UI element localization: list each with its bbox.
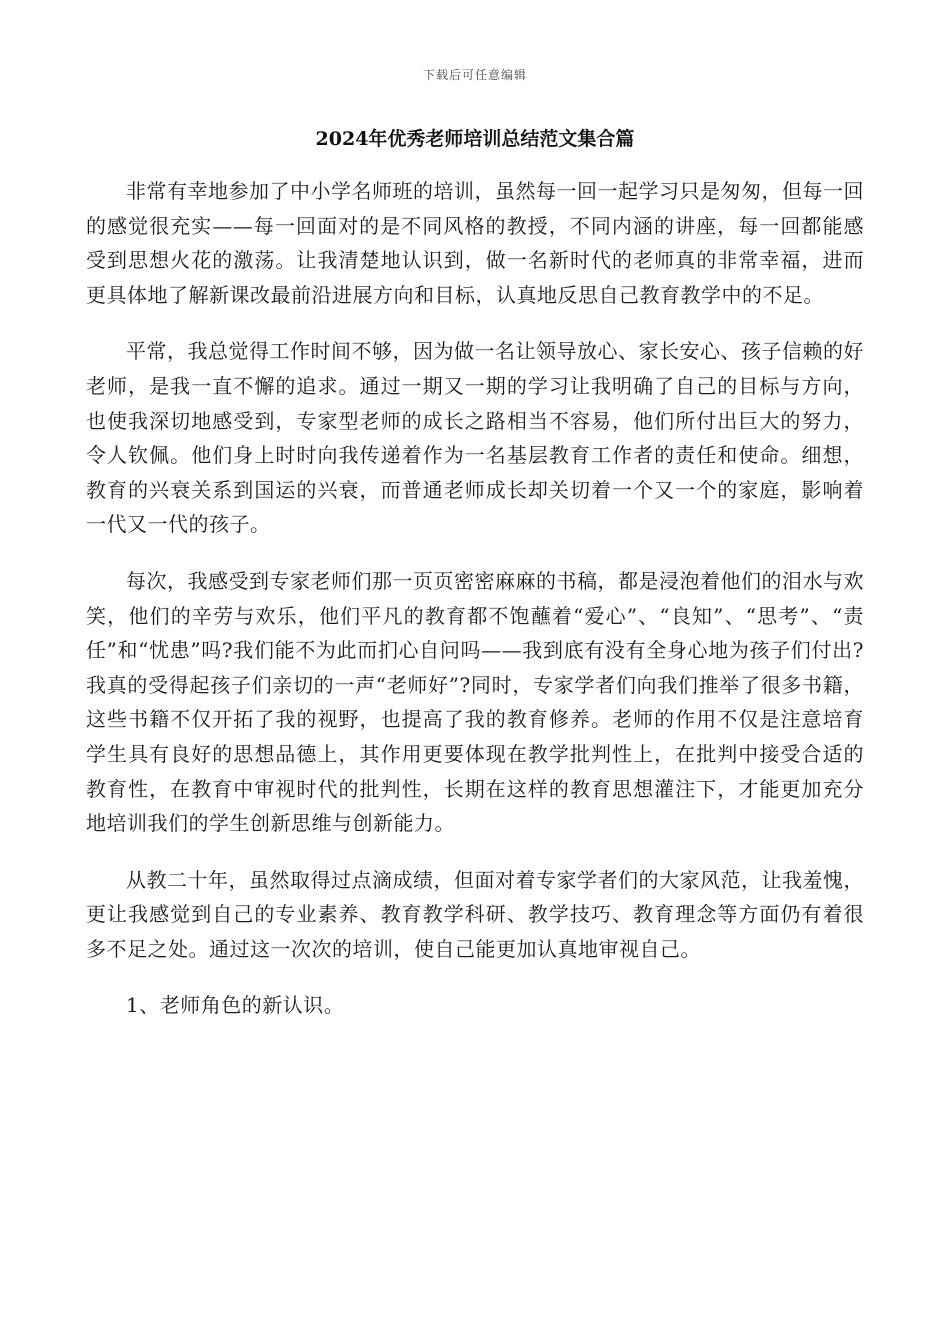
- section-heading-1: 1、老师角色的新认识。: [126, 993, 345, 1018]
- document-title: 2024年优秀老师培训总结范文集合篇: [315, 128, 635, 150]
- header-note: 下载后可任意编辑: [422, 68, 527, 82]
- paragraph-1: 非常有幸地参加了中小学名师班的培训，虽然每一回一起学习只是匆匆，但每一回的感觉很充实——每一回面对的是不同风格的教授，不同内涵的讲座，每一回都能感受到思想火花的激荡。让我清楚地认识到，做一名新时代的老师真的非常幸福，进而更具体地了解新课改最前沿进展方向和目标，认真地反思自己教育教学中的不足。: [86, 179, 864, 307]
- paragraph-2: 平常，我总觉得工作时间不够，因为做一名让领导放心、家长安心、孩子信赖的好老师，是我一直不懈的追求。通过一期又一期的学习让我明确了自己的目标与方向，也使我深切地感受到，专家型老师的成长之路相当不容易，他们所付出巨大的努力，令人钦佩。他们身上时时向我传递着作为一名基层教育工作者的责任和使命。细想，教育的兴衰关系到国运的兴衰，而普通老师成长却关切着一个又一个的家庭，影响着一代又一代的孩子。: [86, 339, 864, 537]
- document-body: [86, 174, 864, 1045]
- paragraph-3: 每次，我感受到专家老师们那一页页密密麻麻的书稿，都是浸泡着他们的泪水与欢笑，他们的辛劳与欢乐，他们平凡的教育都不饱蘸着“爱心”、“良知”、“思考”、“责任”和“忧患”吗?我们能不为此而扪心自问吗——我到底有没有全身心地为孩子们付出?我真的受得起孩子们亲切的一声“老师好”?同时，专家学者们向我们推举了很多书籍，这些书籍不仅开拓了我的视野，也提高了我的教育修养。老师的作用不仅是注意培育学生具有良好的思想品德上，其作用更要体现在教学批判性上，在批判中接受合适的教育性，在教育中审视时代的批判性，长期在这样的教育思想灌注下，才能更加充分地培训我们的学生创新思维与创新能力。: [86, 568, 864, 836]
- paragraph-4: 从教二十年，虽然取得过点滴成绩，但面对着专家学者们的大家风范，让我羞愧，更让我感觉到自己的专业素养、教育教学科研、教学技巧、教育理念等方面仍有着很多不足之处。通过这一次次的培训，使自己能更加认真地审视自己。: [86, 867, 864, 961]
